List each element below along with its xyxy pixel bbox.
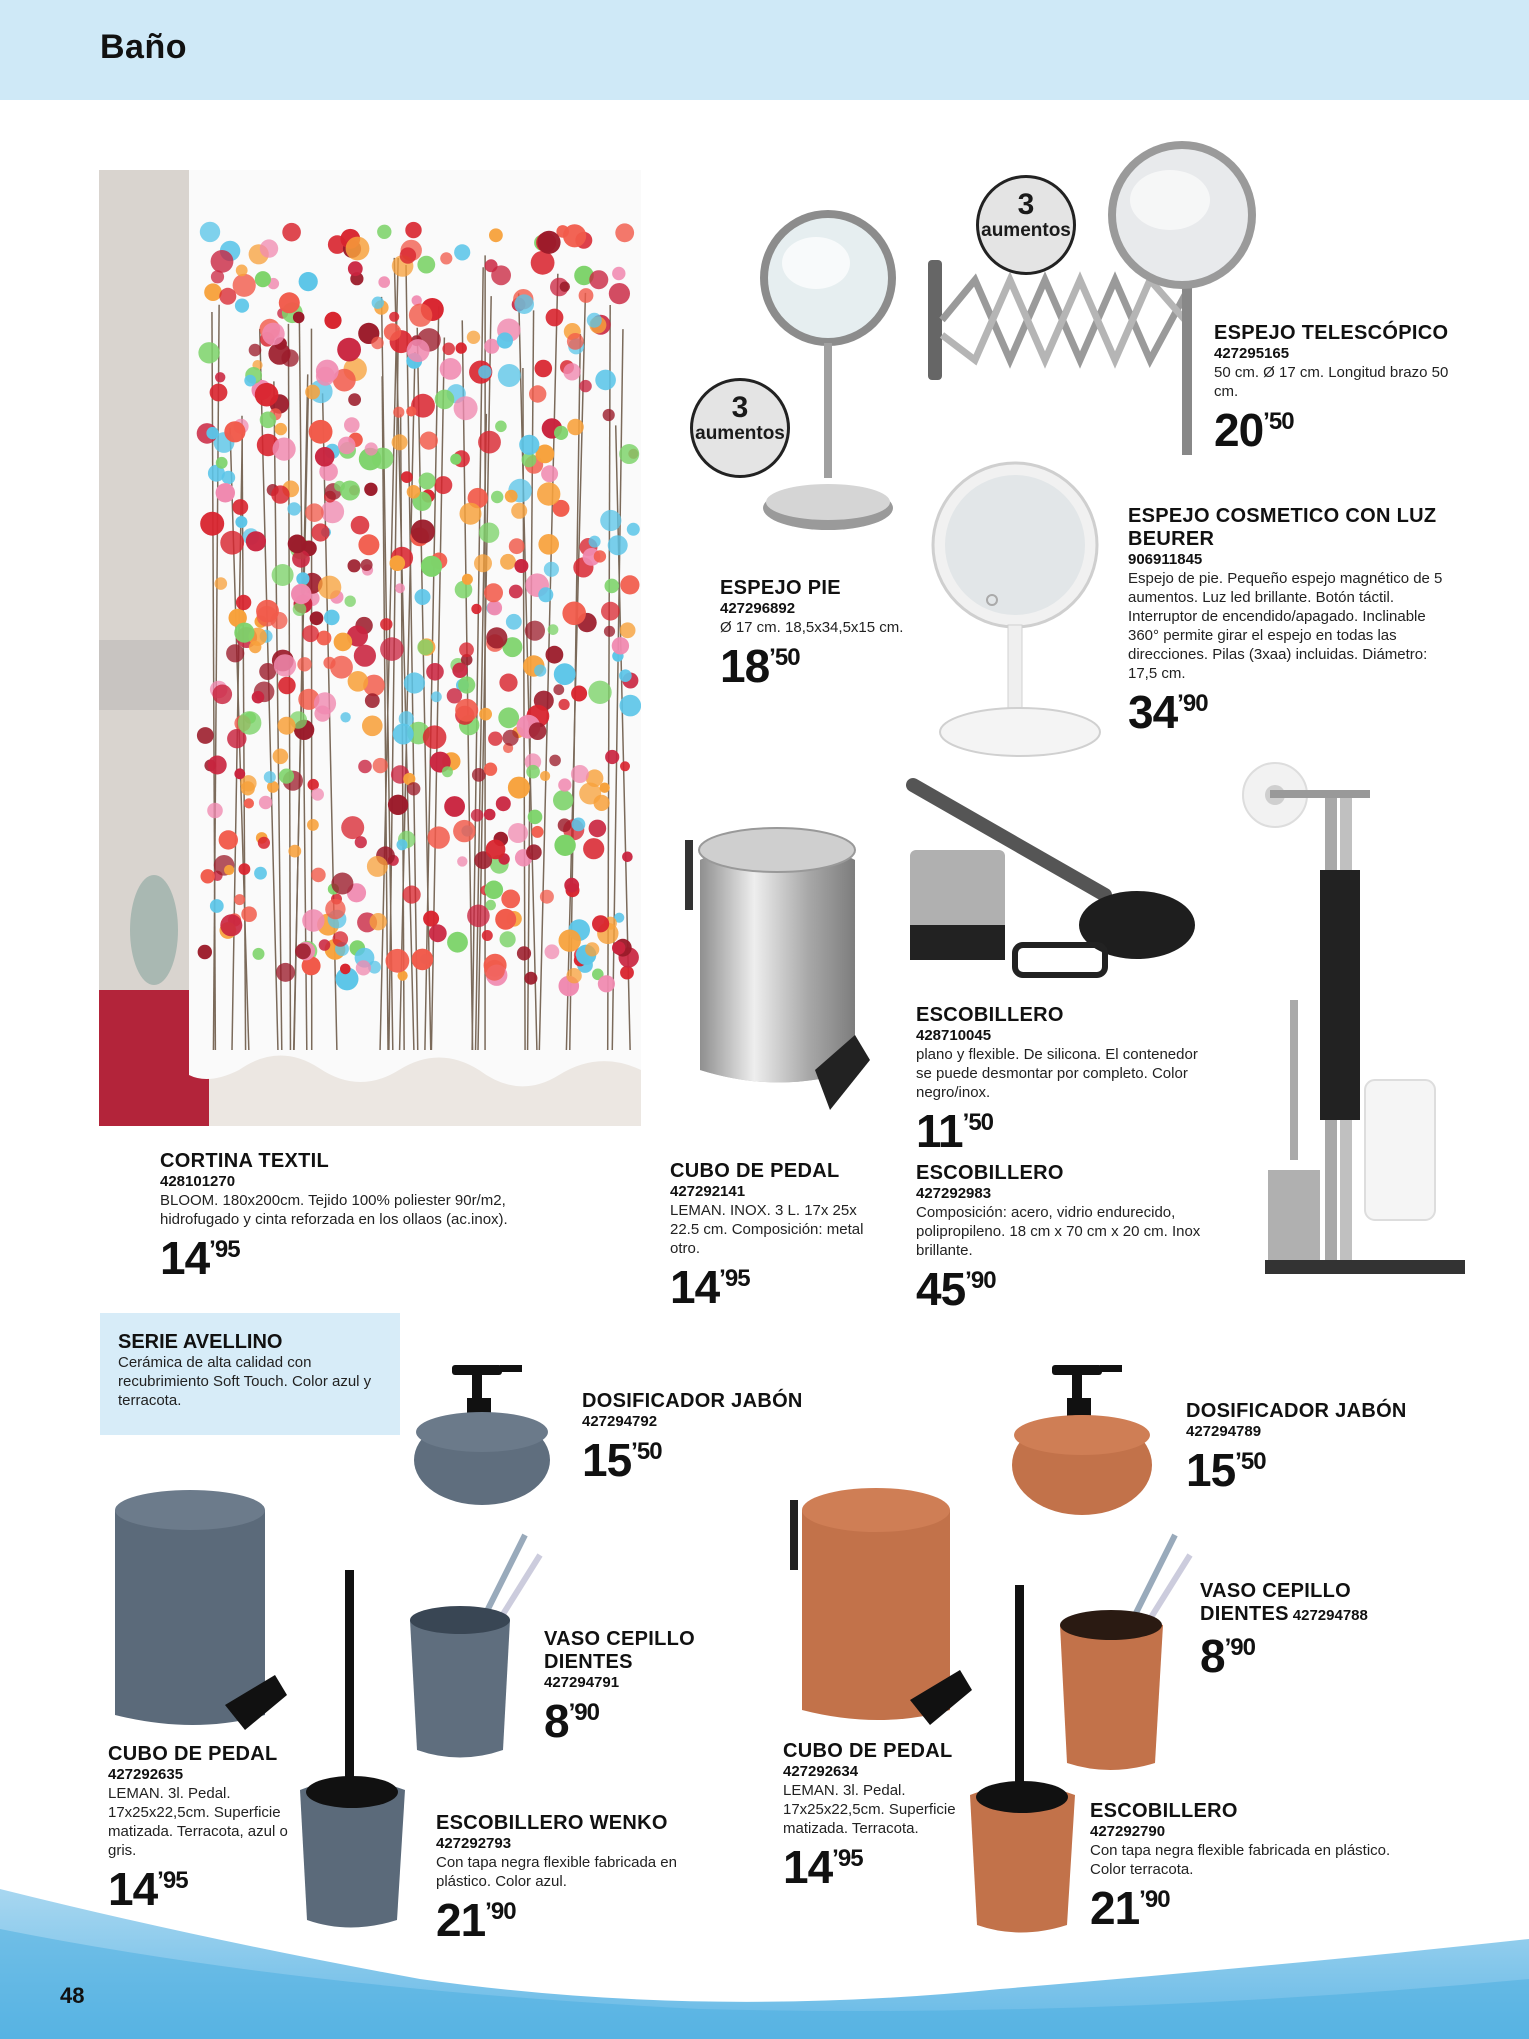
product-desc: LEMAN. 3l. Pedal. 17x25x22,5cm. Superficie matizada. Terracota. [783, 1782, 956, 1837]
price-cents: ’95 [719, 1265, 750, 1292]
price-cents-value: 90 [1230, 1634, 1255, 1661]
product-desc: LEMAN. INOX. 3 L. 17x 25x 22.5 cm. Composición: metal otro. [670, 1202, 864, 1257]
product-desc: Con tapa negra flexible fabricada en plástico. Color azul. [436, 1854, 677, 1890]
magnification-badge-telescopic [976, 175, 1076, 275]
price-cents-value: 50 [636, 1438, 662, 1465]
price-cents-value: 95 [837, 1845, 863, 1872]
price-euros: 14 [108, 1863, 158, 1915]
product-code: 427295165 [1214, 345, 1290, 362]
product-dosificador-terracota [1186, 1400, 1426, 1496]
price-euros: 15 [1186, 1444, 1236, 1496]
price-euros: 21 [436, 1894, 486, 1946]
footer-wave [0, 1869, 1529, 2039]
product-price [720, 640, 920, 692]
product-price [1214, 404, 1454, 456]
product-desc: plano y flexible. De silicona. El contenedor se puede desmontar por completo. Color negro/inox. [916, 1046, 1198, 1101]
product-price [916, 1263, 1236, 1315]
price-cents: ’90 [568, 1699, 599, 1726]
series-title: SERIE AVELLINO [118, 1331, 283, 1353]
product-name: CUBO DE PEDAL [670, 1160, 840, 1182]
product-name-line2-with-code [1200, 1603, 1460, 1627]
product-code: 906911845 [1128, 551, 1203, 568]
product-espejo-telescopico [1214, 322, 1454, 456]
price-euros: 14 [670, 1261, 720, 1313]
product-price [160, 1232, 540, 1284]
product-name: CORTINA TEXTIL [160, 1150, 330, 1172]
price-euros: 14 [160, 1232, 210, 1284]
price-cents-value: 90 [970, 1267, 996, 1294]
telescopic-mirror-image [920, 135, 1260, 465]
blue-cup-image [405, 1525, 555, 1765]
product-dosificador-azul [582, 1390, 822, 1486]
price-cents-value: 50 [1268, 408, 1294, 435]
product-code: 427292793 [436, 1835, 512, 1852]
price-cents-value: 95 [162, 1867, 188, 1894]
product-name: DOSIFICADOR JABÓN [1186, 1400, 1407, 1422]
price-cents: ’50 [1263, 408, 1294, 435]
badge-number: 3 [731, 391, 749, 424]
product-name: ESPEJO TELESCÓPICO [1214, 322, 1449, 344]
price-cents: ’95 [157, 1867, 188, 1894]
product-desc: Espejo de pie. Pequeño espejo magnético de 5 aumentos. Luz led brillante. Botón táctil. Interruptor de encendido/apagado. Inclinable 360° permite girar el espejo en todas las direcciones. Pilas (3xaa) incluidas. Diámetro: 17,5 cm. [1128, 570, 1443, 682]
price-cents: ’50 [631, 1438, 662, 1465]
blue-bin-image [105, 1485, 290, 1735]
price-euros: 21 [1090, 1882, 1140, 1934]
product-cubo-pedal-inox [670, 1160, 885, 1313]
product-name: ESPEJO COSMETICO CON LUZ BEURER [1128, 505, 1437, 550]
product-price [1128, 686, 1448, 738]
price-euros: 8 [1200, 1630, 1225, 1682]
shower-curtain-image [99, 170, 641, 1126]
product-code: 427292790 [1090, 1823, 1166, 1840]
badge-number: 3 [1017, 188, 1035, 221]
price-euros: 34 [1128, 686, 1178, 738]
pedestal-mirror-image [748, 208, 908, 538]
price-cents-value: 95 [724, 1265, 750, 1292]
product-name-line1: VASO CEPILLO [1200, 1580, 1352, 1602]
price-cents-value: 90 [1144, 1886, 1170, 1913]
price-cents: ’50 [962, 1109, 994, 1136]
badge-text: aumentos [981, 220, 1071, 241]
product-desc: BLOOM. 180x200cm. Tejido 100% poliester 90r/m2, hidrofugado y cinta reforzada en los ollaos (ac.inox). [160, 1192, 508, 1228]
price-cents-value: 50 [1240, 1448, 1266, 1475]
product-code: 427292634 [783, 1763, 859, 1780]
price-cents-value: 95 [214, 1236, 240, 1263]
terracotta-bin-image [790, 1480, 975, 1740]
product-code: 428710045 [916, 1027, 992, 1044]
price-euros: 8 [544, 1695, 569, 1747]
series-desc: Cerámica de alta calidad con recubrimiento Soft Touch. Color azul y terracota. [118, 1354, 372, 1409]
product-cortina-textil [160, 1150, 540, 1284]
price-cents: ’90 [1139, 1886, 1170, 1913]
price-cents: ’90 [1224, 1634, 1255, 1661]
product-name-line1: VASO CEPILLO [544, 1628, 696, 1650]
price-cents-value: 90 [490, 1898, 516, 1925]
product-code: 427296892 [720, 600, 796, 617]
serie-avellino-box [100, 1313, 400, 1435]
product-code: 427292141 [670, 1183, 746, 1200]
blue-dispenser-image [412, 1360, 562, 1510]
paper-stand-image [1230, 750, 1510, 1310]
stainless-bin-image [680, 820, 870, 1120]
silicone-brush-image [905, 775, 1205, 985]
product-price [582, 1434, 822, 1486]
price-cents: ’95 [209, 1236, 240, 1263]
product-cubo-pedal-terracota [783, 1740, 973, 1893]
price-euros: 14 [783, 1841, 833, 1893]
product-desc: 50 cm. Ø 17 cm. Longitud brazo 50 cm. [1214, 364, 1449, 400]
section-title: Baño [100, 28, 187, 66]
product-name: ESCOBILLERO WENKO [436, 1812, 668, 1834]
product-code: 428101270 [160, 1173, 236, 1190]
product-escobillero-silicona [916, 1004, 1206, 1157]
header-band [0, 0, 1529, 100]
price-cents-value: 90 [574, 1699, 599, 1726]
product-desc: Ø 17 cm. 18,5x34,5x15 cm. [720, 619, 904, 636]
product-vaso-azul [544, 1628, 744, 1747]
product-name: CUBO DE PEDAL [783, 1740, 953, 1762]
price-cents: ’50 [1235, 1448, 1266, 1475]
product-name: CUBO DE PEDAL [108, 1743, 278, 1765]
product-name: ESCOBILLERO [916, 1162, 1064, 1184]
product-price [544, 1695, 744, 1747]
product-price [916, 1105, 1206, 1157]
price-euros: 11 [916, 1105, 963, 1157]
product-code: 427292983 [916, 1185, 992, 1202]
product-desc: Con tapa negra flexible fabricada en plástico. Color terracota. [1090, 1842, 1391, 1878]
product-name-line2: DIENTES [1200, 1603, 1289, 1625]
product-code: 427294792 [582, 1413, 658, 1430]
price-cents-value: 50 [968, 1109, 994, 1136]
price-euros: 20 [1214, 404, 1264, 456]
product-desc: LEMAN. 3l. Pedal. 17x25x22,5cm. Superficie matizada. Terracota, azul o gris. [108, 1785, 288, 1859]
product-name: ESPEJO PIE [720, 577, 841, 599]
product-name-line2: DIENTES [544, 1651, 633, 1673]
product-code: 427292635 [108, 1766, 184, 1783]
price-cents: ’50 [769, 644, 800, 671]
cosmetic-mirror-image [930, 460, 1110, 760]
price-cents-value: 50 [774, 644, 800, 671]
product-price [670, 1261, 885, 1313]
price-cents-value: 90 [1182, 690, 1208, 717]
price-cents: ’95 [832, 1845, 863, 1872]
price-cents: ’90 [485, 1898, 516, 1925]
product-name: ESCOBILLERO [1090, 1800, 1238, 1822]
price-euros: 18 [720, 640, 770, 692]
price-euros: 45 [916, 1263, 966, 1315]
product-espejo-pie [720, 577, 920, 692]
product-desc: Composición: acero, vidrio endurecido, polipropileno. 18 cm x 70 cm x 20 cm. Inox brillante. [916, 1204, 1201, 1259]
product-code: 427294789 [1186, 1423, 1262, 1440]
terracotta-dispenser-image [1010, 1360, 1160, 1520]
badge-text: aumentos [695, 423, 785, 444]
product-price [1186, 1444, 1426, 1496]
product-code: 427294791 [544, 1674, 620, 1691]
product-name: DOSIFICADOR JABÓN [582, 1390, 803, 1412]
product-escobillero-portarrollos [916, 1162, 1236, 1315]
price-cents: ’90 [1177, 690, 1208, 717]
page-number: 48 [60, 1983, 85, 2008]
product-code: 427294788 [1292, 1607, 1368, 1624]
price-euros: 15 [582, 1434, 632, 1486]
product-vaso-terracota [1200, 1580, 1460, 1682]
product-espejo-cosmetico [1128, 505, 1448, 738]
magnification-badge-pedestal [690, 378, 790, 478]
product-price [1200, 1630, 1460, 1682]
product-name: ESCOBILLERO [916, 1004, 1064, 1026]
price-cents: ’90 [965, 1267, 996, 1294]
